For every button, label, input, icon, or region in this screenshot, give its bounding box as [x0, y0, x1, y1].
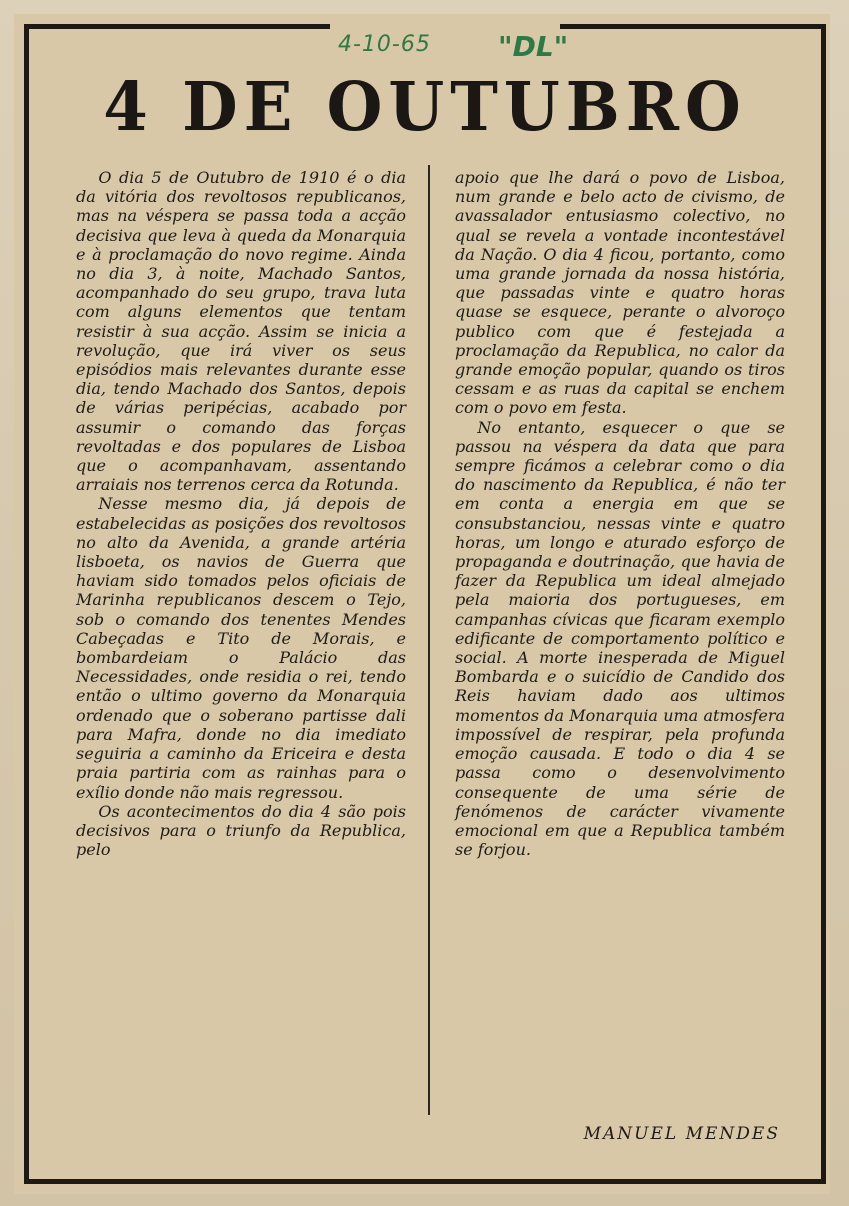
article-column-left — [76, 168, 406, 859]
paragraph-3: Os acontecimentos do dia 4 são pois decisivos para o triunfo da Republica, pelo — [76, 801, 406, 860]
paragraph-4: apoio que lhe dará o povo de Lisboa, num grande e belo acto de civismo, de avassalador entusiasmo colectivo, no qual se revela a vontade incontestável da Nação. O dia 4 ficou, portanto, como uma grande jornada da nossa história, que passadas vinte e quatro horas quase se esquece, perante o alvoroço publico com que é festejada a proclamação da Republica, no calor da grande emoção popular, quando os tiros cessam e as ruas da capital se enchem com o povo em festa. — [455, 168, 785, 418]
paragraph-2: Nesse mesmo dia, já depois de estabelecidas as posições dos revoltosos no alto da Avenida, a grande artéria lisboeta, os navios de Guerra que haviam sido tomados pelos oficiais de Marinha republicanos descem o Tejo, sob o comando dos tenentes Mendes Cabeçadas e Tito de Morais, e bombardeiam o Palácio das Necessidades, onde residia o rei, tendo então o ultimo governo da Monarquia ordenado que o soberano partisse dali para Mafra, donde no dia imediato seguiria a caminho da Ericeira e desta praia partiria com as rainhas para o exílio donde não mais regressou. — [76, 494, 406, 802]
paragraph-1: O dia 5 de Outubro de 1910 é o dia da vitória dos revoltosos republicanos, mas na véspera se passa toda a acção decisiva que leva à queda da Monarquia e à proclamação do novo regime. Ainda no dia 3, à noite, Machado Santos, acompanhado do seu grupo, trava luta com alguns elementos que tentam resistir à sua acção. Assim se inicia a revolução, que irá viver os seus episódios mais relevantes durante esse dia, tendo Machado dos Santos, depois de várias peripécias, acabado por assumir o comando das forças revoltadas e dos populares de Lisboa que o acompanhavam, assentando arraiais nos terrenos cerca da Rotunda. — [76, 168, 406, 495]
handwritten-source: "DL" — [498, 30, 569, 63]
article-title: 4 DE OUTUBRO — [103, 68, 747, 147]
handwritten-date: 4-10-65 — [338, 32, 431, 57]
article-column-right — [455, 168, 785, 859]
column-divider — [428, 165, 430, 1115]
handwritten-annotation — [338, 30, 598, 70]
paragraph-5: No entanto, esquecer o que se passou na véspera da data que para sempre ficámos a celebrar como o dia do nascimento da Republica, é não ter em conta a energia em que se consubstanciou, nessas vinte e quatro horas, um longo e aturado esforço de propaganda e doutrinação, que havia de fazer da Republica um ideal almejado pela maioria dos portugueses, em campanhas cívicas que ficaram exemplo edificante de comportamento político e social. A morte inesperada de Miguel Bombarda e o suicídio de Candido dos Reis haviam dado aos ultimos momentos da Monarquia uma atmosfera impossível de respirar, pela profunda emoção causada. E todo o dia 4 se passa como o desenvolvimento consequente de uma série de fenómenos de carácter vivamente emocional em que a Republica também se forjou. — [455, 417, 785, 860]
author-signature: MANUEL MENDES — [583, 1124, 780, 1144]
